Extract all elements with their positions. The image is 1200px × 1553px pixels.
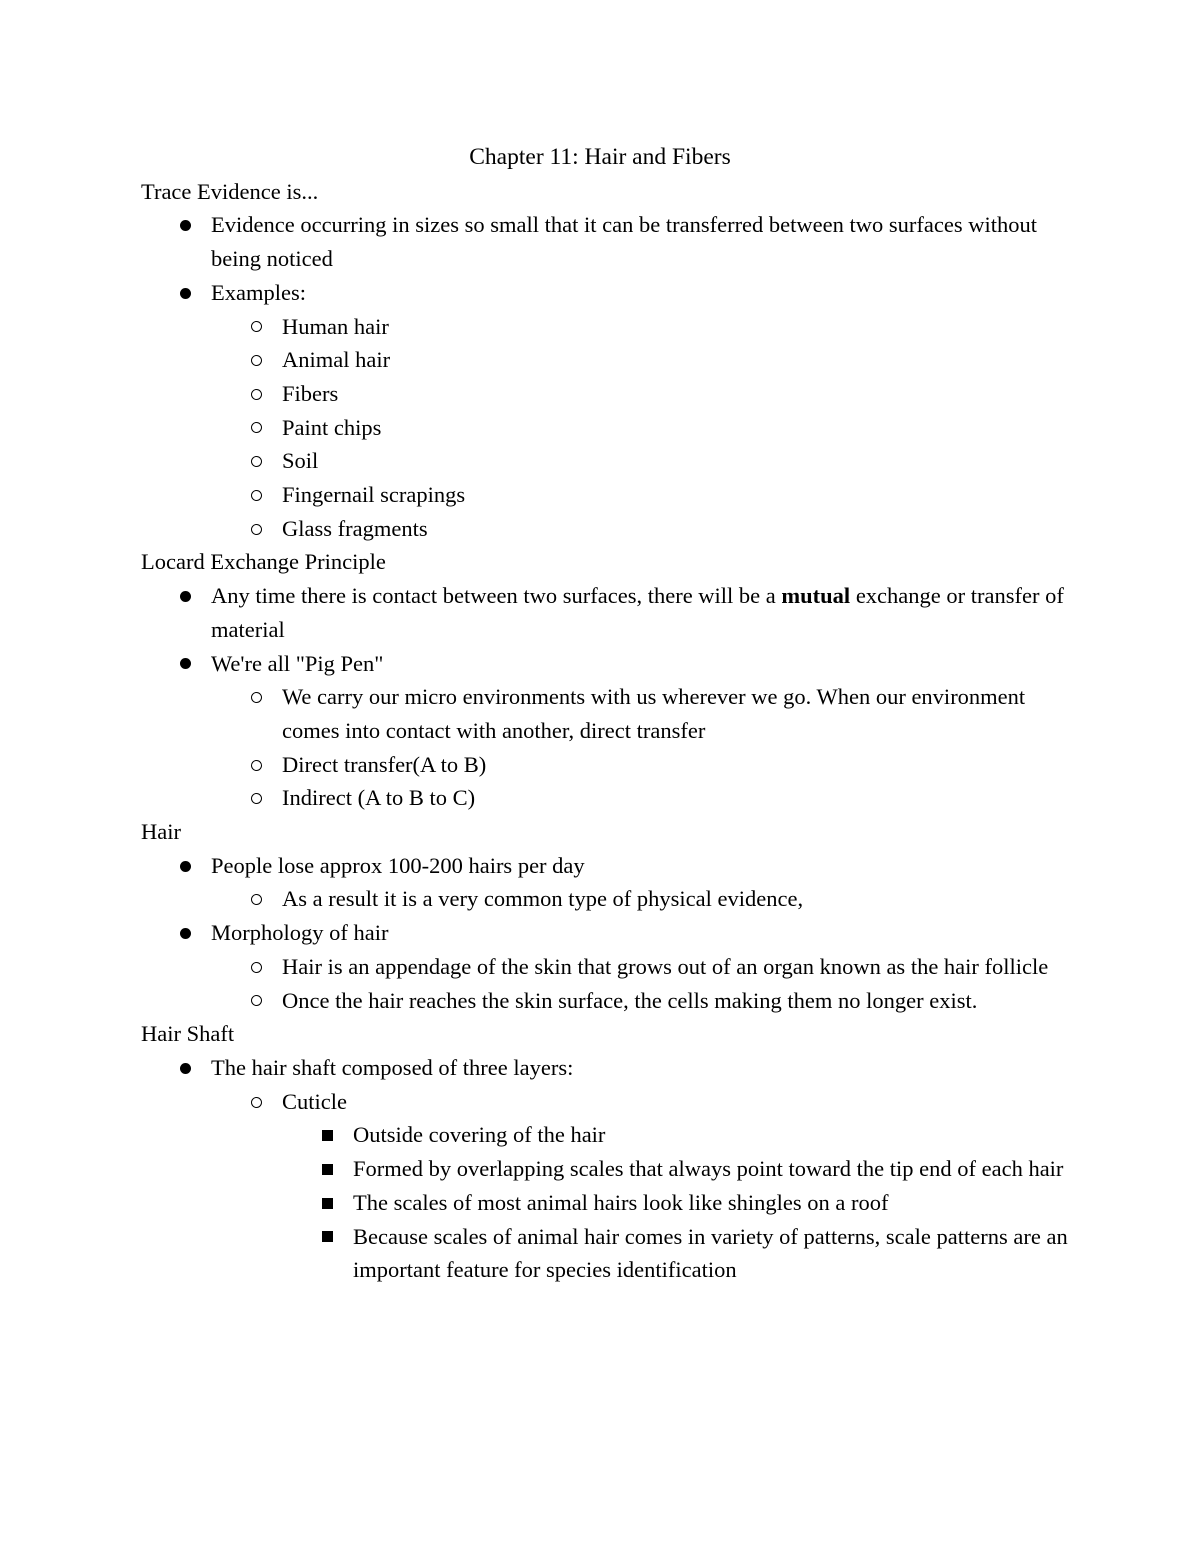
list-item: [141, 310, 1081, 344]
list-item: [141, 1186, 1081, 1220]
list-item-text: Evidence occurring in sizes so small that it can be transferred between two surfaces without being noticed: [211, 212, 1037, 272]
list-item: [141, 1220, 1081, 1287]
bullet-dot-icon: [175, 849, 195, 883]
page-title: Chapter 11: Hair and Fibers: [469, 144, 731, 170]
bullet-circle-icon: [246, 377, 266, 411]
list-item-text: The hair shaft composed of three layers:: [211, 1054, 574, 1080]
bullet-circle-icon: [246, 1085, 266, 1119]
example-item: Fibers: [282, 380, 339, 406]
list-item-text: Formed by overlapping scales that always point toward the tip end of each hair: [353, 1156, 1064, 1182]
bullet-dot-icon: [175, 276, 195, 310]
list-item: [141, 916, 1081, 950]
bullet-square-icon: [317, 1152, 337, 1186]
bullet-circle-icon: [246, 680, 266, 714]
list-item-text: Morphology of hair: [211, 920, 389, 946]
example-item: Human hair: [282, 313, 389, 339]
list-item: [141, 781, 1081, 815]
list-item: [141, 579, 1081, 646]
locard-list: [141, 579, 1081, 815]
list-item: [141, 1085, 1081, 1119]
bullet-dot-icon: [175, 208, 195, 242]
bullet-circle-icon: [246, 781, 266, 815]
list-item: [141, 984, 1081, 1018]
bullet-circle-icon: [246, 444, 266, 478]
hair-list: [141, 849, 1081, 1018]
example-item: Fingernail scrapings: [282, 482, 466, 508]
list-item: [141, 680, 1081, 747]
bullet-circle-icon: [246, 950, 266, 984]
list-item-text: Indirect (A to B to C): [282, 785, 476, 811]
example-item: Animal hair: [282, 347, 391, 373]
list-item: [141, 478, 1081, 512]
list-item: [141, 343, 1081, 377]
list-item-text: Any time there is contact between two surfaces, there will be a: [211, 583, 782, 609]
list-item: [141, 444, 1081, 478]
bullet-dot-icon: [175, 916, 195, 950]
list-item-text: We're all "Pig Pen": [211, 650, 384, 676]
list-item-text: Hair is an appendage of the skin that grows out of an organ known as the hair follicle: [282, 953, 1049, 979]
bullet-circle-icon: [246, 512, 266, 546]
list-item: [141, 276, 1081, 310]
list-item: [141, 208, 1081, 275]
example-item: Glass fragments: [282, 515, 428, 541]
list-item: [141, 1051, 1081, 1085]
list-item: [141, 512, 1081, 546]
bullet-circle-icon: [246, 343, 266, 377]
list-item-text: Once the hair reaches the skin surface, the cells making them no longer exist.: [282, 987, 978, 1013]
example-item: Paint chips: [282, 414, 382, 440]
bullet-square-icon: [317, 1118, 337, 1152]
list-item: [141, 1152, 1081, 1186]
section-heading-hair-shaft: Hair Shaft: [141, 1021, 235, 1047]
list-item: [141, 748, 1081, 782]
bullet-circle-icon: [246, 478, 266, 512]
list-item: [141, 1118, 1081, 1152]
list-item: [141, 377, 1081, 411]
list-item-text: We carry our micro environments with us wherever we go. When our environment comes into contact with another, direct transfer: [282, 684, 1026, 743]
list-item-text: Outside covering of the hair: [353, 1122, 606, 1148]
trace-evidence-list: [141, 208, 1081, 545]
list-item-text: exchange or transfer of material: [211, 583, 1064, 642]
list-item: [141, 411, 1081, 445]
section-heading-hair: Hair: [141, 819, 181, 845]
example-item: Soil: [282, 448, 319, 474]
hair-shaft-list: [141, 1051, 1081, 1287]
bullet-circle-icon: [246, 882, 266, 916]
document-body: [141, 141, 1081, 1287]
list-item-text: Examples:: [211, 279, 306, 305]
list-item: [141, 647, 1081, 681]
bullet-dot-icon: [175, 1051, 195, 1085]
list-item: [141, 950, 1081, 984]
bullet-dot-icon: [175, 579, 195, 613]
bullet-square-icon: [317, 1220, 337, 1254]
bullet-circle-icon: [246, 310, 266, 344]
bullet-circle-icon: [246, 411, 266, 445]
list-item-text: Direct transfer(A to B): [282, 751, 487, 777]
bullet-circle-icon: [246, 748, 266, 782]
list-item-text: Cuticle: [282, 1088, 347, 1114]
list-item: [141, 882, 1081, 916]
list-item-text: As a result it is a very common type of physical evidence,: [282, 886, 804, 912]
emphasis-text: mutual: [781, 583, 851, 609]
list-item-text: People lose approx 100-200 hairs per day: [211, 852, 585, 878]
list-item: [141, 849, 1081, 883]
list-item-text: The scales of most animal hairs look like shingles on a roof: [353, 1189, 889, 1215]
list-item-text: Because scales of animal hair comes in variety of patterns, scale patterns are an important feature for species identification: [353, 1223, 1068, 1283]
bullet-circle-icon: [246, 984, 266, 1018]
section-heading-locard: Locard Exchange Principle: [141, 549, 386, 575]
bullet-square-icon: [317, 1186, 337, 1220]
bullet-dot-icon: [175, 647, 195, 681]
section-heading-trace-evidence: Trace Evidence is...: [141, 178, 319, 204]
